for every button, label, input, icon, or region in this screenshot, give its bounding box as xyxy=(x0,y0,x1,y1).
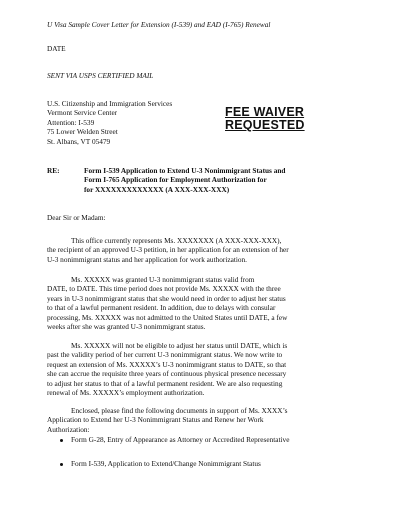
fee-waiver-line-2: REQUESTED xyxy=(225,118,305,132)
paragraph-line: years in U-3 nonimmigrant status that she would need in order to adjust her status xyxy=(47,293,286,303)
paragraph-line: This office currently represents Ms. XXXXXXX (A XXX-XXX-XXX), xyxy=(71,236,282,245)
body-paragraph-4 xyxy=(47,406,365,434)
re-line: Form I-765 Application for Employment Authorization for xyxy=(84,175,267,185)
paragraph-line: past the validity period of her current U-3 nonimmigrant status. We now write to xyxy=(47,350,283,360)
paragraph-line: she can accrue the requisite three years of continuous physical presence necessary xyxy=(47,369,287,379)
address-line: 75 Lower Welden Street xyxy=(47,127,118,137)
paragraph-line: Ms. XXXXX was granted U-3 nonimmigrant status valid from xyxy=(71,275,255,284)
body-paragraph-3 xyxy=(47,341,365,397)
paragraph-line: DATE, to DATE. This time period does not provide Ms. XXXXX with the three xyxy=(47,284,281,294)
paragraph-line: Enclosed, please find the following documents in support of Ms. XXXX’s xyxy=(71,406,288,415)
address-line: St. Albans, VT 05479 xyxy=(47,136,111,146)
paragraph-line: to adjust her status to that of a lawful permanent resident. We are also requesting xyxy=(47,378,283,388)
paragraph-line: request an extension of Ms. XXXXX’s U-3 nonimmigrant status to DATE, so that xyxy=(47,359,287,369)
date-line: DATE xyxy=(47,44,66,53)
address-line: U.S. Citizenship and Immigration Services xyxy=(47,99,173,108)
address-line: Vermont Service Center xyxy=(47,108,118,118)
fee-waiver-line-1: FEE WAIVER xyxy=(225,105,305,119)
address-line: Attention: I-539 xyxy=(47,117,95,127)
body-paragraph-1 xyxy=(47,236,365,264)
fee-waiver-notice xyxy=(225,106,305,132)
enclosure-item: Form I-539, Application to Extend/Change Nonimmigrant Status xyxy=(71,459,261,468)
enclosure-item: Form G-28, Entry of Appearance as Attorney or Accredited Representative xyxy=(71,435,290,444)
paragraph-line: weeks after she was granted U-3 nonimmigrant status. xyxy=(47,322,206,332)
paragraph-line: Ms. XXXXX will not be eligible to adjust her status until DATE, which is xyxy=(71,341,288,350)
recipient-address xyxy=(47,99,172,146)
paragraph-line: the recipient of an approved U-3 petition, in her application for an extension of her xyxy=(47,245,289,255)
delivery-method: SENT VIA USPS CERTIFIED MAIL xyxy=(47,71,154,80)
paragraph-line: Authorization: xyxy=(47,424,90,434)
running-title: U Visa Sample Cover Letter for Extension (I-539) and EAD (I-765) Renewal xyxy=(47,20,271,29)
paragraph-line: to that of a lawful permanent resident. In addition, due to delays with consular xyxy=(47,303,276,313)
bullet-icon xyxy=(60,463,63,466)
paragraph-line: processing, Ms. XXXXX was not admitted to the United States until DATE, a few xyxy=(47,312,288,322)
paragraph-line: renewal of Ms. XXXXX’s employment authorization. xyxy=(47,388,205,398)
paragraph-line: U-3 nonimmigrant status and her application for work authorization. xyxy=(47,254,248,264)
re-subject xyxy=(84,166,286,194)
bullet-icon xyxy=(60,439,63,442)
re-line: for XXXXXXXXXXXXX (A XXX-XXX-XXX) xyxy=(84,184,230,194)
re-label: RE: xyxy=(47,166,60,175)
re-line: Form I-539 Application to Extend U-3 Nonimmigrant Status and xyxy=(84,166,286,175)
body-paragraph-2 xyxy=(47,275,365,331)
salutation: Dear Sir or Madam: xyxy=(47,213,106,222)
paragraph-line: Application to Extend her U-3 Nonimmigrant Status and Renew her Work xyxy=(47,415,264,425)
